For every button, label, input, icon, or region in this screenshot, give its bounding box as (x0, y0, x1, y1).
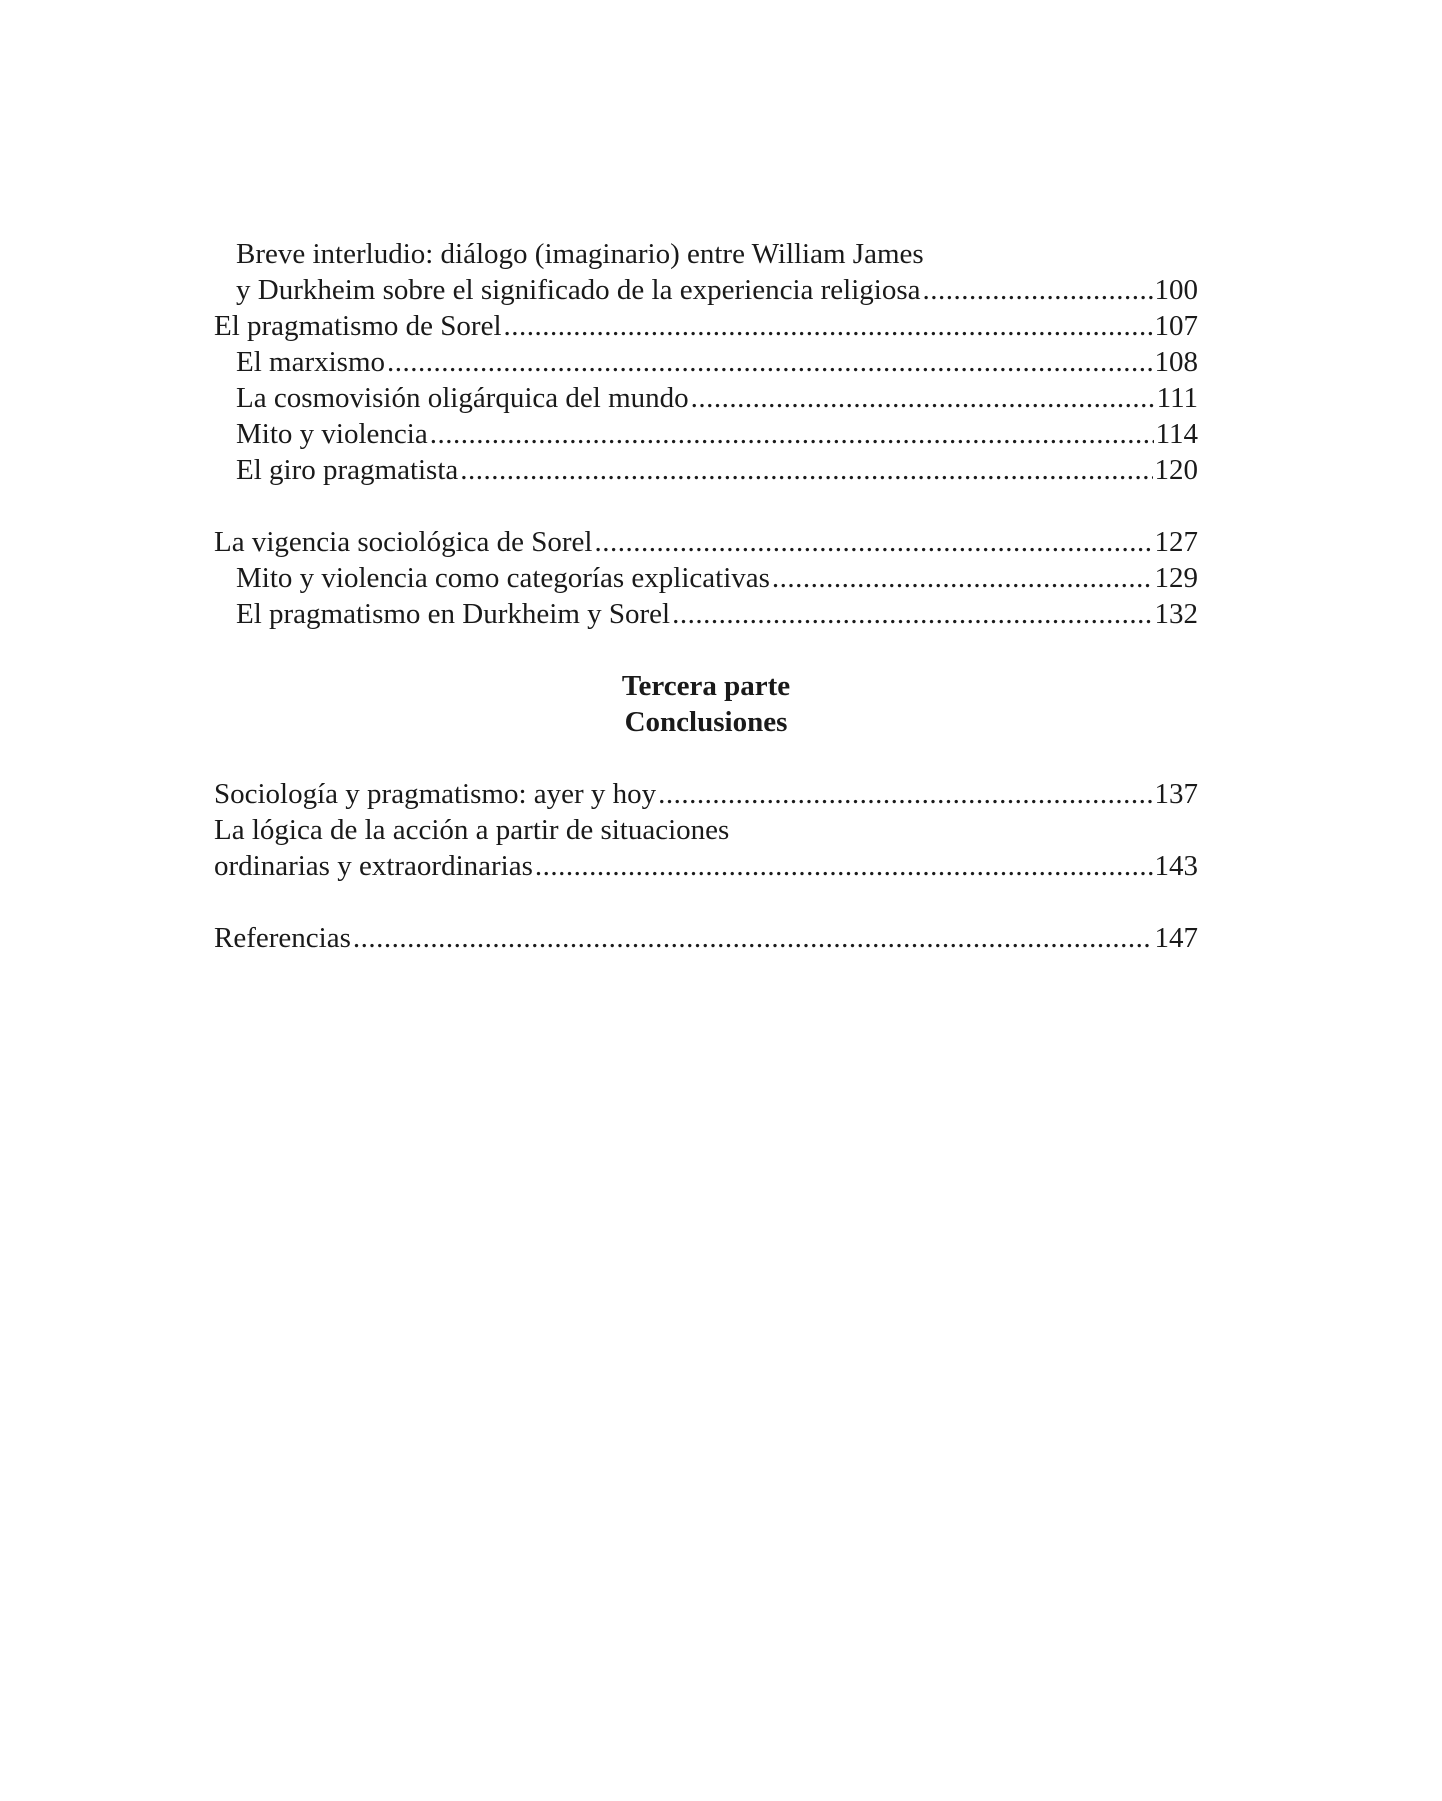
toc-page-number: 143 (1154, 850, 1198, 882)
toc-page-number: 129 (1154, 562, 1198, 594)
toc-entry-title: Sociología y pragmatismo: ayer y hoy (214, 778, 657, 810)
toc-entry-title: La vigencia sociológica de Sorel (214, 526, 593, 558)
toc-entry-title: ordinarias y extraordinarias (214, 850, 533, 882)
toc-entry-title: Mito y violencia (236, 418, 428, 450)
toc-entry-title: La cosmovisión oligárquica del mundo (236, 382, 689, 414)
toc-page-number: 111 (1156, 382, 1198, 414)
toc-leader-dots (672, 596, 1152, 632)
part-label: Tercera parte (621, 670, 791, 702)
toc-leader-dots (460, 452, 1152, 488)
toc-entry-title: Mito y violencia como categorías explicativas (236, 562, 770, 594)
part-title: Conclusiones (624, 706, 788, 738)
toc-leader-dots (691, 380, 1155, 416)
toc-entry-title: El pragmatismo en Durkheim y Sorel (236, 598, 671, 630)
toc-entry-title: y Durkheim sobre el significado de la experiencia religiosa (236, 274, 921, 306)
toc-page-number: 120 (1154, 454, 1198, 486)
toc-entry-cosmovision[interactable] (214, 380, 1198, 416)
toc-entry-pragmatismo-sorel[interactable] (214, 308, 1198, 344)
toc-entry-vigencia[interactable] (214, 524, 1198, 560)
toc-page-number: 147 (1154, 922, 1198, 954)
toc-page-number: 107 (1154, 310, 1198, 342)
toc-page-number: 114 (1155, 418, 1198, 450)
toc-entry-interlude[interactable] (214, 272, 1198, 308)
toc-entry-durkheim-sorel[interactable] (214, 596, 1198, 632)
spacer (214, 740, 1198, 776)
spacer (214, 488, 1198, 524)
toc-page-number: 108 (1154, 346, 1198, 378)
toc-page-number: 132 (1154, 598, 1198, 630)
toc-entry-title: La lógica de la acción a partir de situaciones (214, 814, 730, 846)
spacer (214, 884, 1198, 920)
toc-leader-dots (772, 560, 1153, 596)
toc-entry-title: Referencias (214, 922, 351, 954)
toc-leader-dots (594, 524, 1152, 560)
toc-page-number: 137 (1154, 778, 1198, 810)
toc-entry-title: Breve interludio: diálogo (imaginario) entre William James (236, 238, 924, 270)
toc-entry-marxismo[interactable] (214, 344, 1198, 380)
toc-entry-mito-violencia[interactable] (214, 416, 1198, 452)
toc-leader-dots (504, 308, 1153, 344)
toc-page-number: 127 (1154, 526, 1198, 558)
toc-entry-categorias[interactable] (214, 560, 1198, 596)
toc-entry-title: El pragmatismo de Sorel (214, 310, 502, 342)
table-of-contents (214, 236, 1198, 956)
toc-leader-dots (658, 776, 1152, 812)
toc-entry-giro-pragmatista[interactable] (214, 452, 1198, 488)
toc-leader-dots (430, 416, 1154, 452)
spacer (214, 632, 1198, 668)
toc-entry-title: El marxismo (236, 346, 386, 378)
toc-entry-interlude-line1 (214, 236, 1198, 272)
toc-page-number: 100 (1154, 274, 1198, 306)
toc-leader-dots (535, 848, 1153, 884)
toc-entry-logica-line1 (214, 812, 1198, 848)
toc-leader-dots (353, 920, 1153, 956)
toc-entry-sociologia[interactable] (214, 776, 1198, 812)
toc-entry-referencias[interactable] (214, 920, 1198, 956)
toc-leader-dots (922, 272, 1152, 308)
toc-entry-title: El giro pragmatista (236, 454, 459, 486)
toc-entry-logica[interactable] (214, 848, 1198, 884)
toc-leader-dots (387, 344, 1152, 380)
